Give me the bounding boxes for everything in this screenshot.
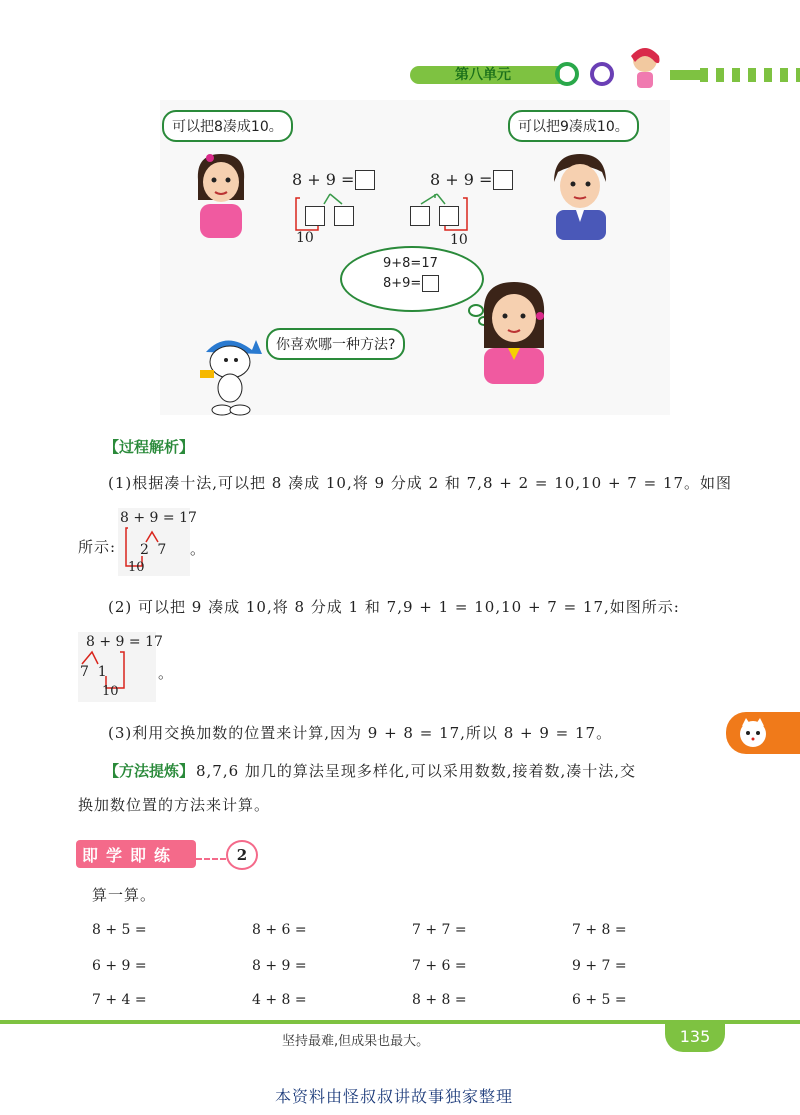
green-ring-icon <box>555 62 579 86</box>
equation-left: 8 + 9 = <box>292 170 355 189</box>
analysis-paragraph-3: (3)利用交换加数的位置来计算,因为 9 + 8 = 17,所以 8 + 9 = 17。 <box>108 724 613 742</box>
thought-answer-box <box>422 275 439 292</box>
fox-face-icon <box>736 716 770 750</box>
credit-text: 本资料由怪叔叔讲故事独家整理 <box>275 1087 514 1106</box>
problem-2-1: 6 + 9 = <box>92 958 147 974</box>
analysis-paragraph-2: (2) 可以把 9 凑成 10,将 8 分成 1 和 7,9 + 1 = 10,10 + 7 = 17,如图所示: <box>108 598 680 616</box>
diagram-2-equation: 8 + 9 = 17 <box>86 634 163 650</box>
answer-box-right <box>493 170 513 190</box>
ten-label-left: 10 <box>296 230 314 246</box>
problem-2-2: 8 + 9 = <box>252 958 307 974</box>
method-text-1: 8,7,6 加几的算法呈现多样化,可以采用数数,接着数,凑十法,交 <box>196 762 637 780</box>
diagram-2-ten: 10 <box>102 684 119 699</box>
page-number: 135 <box>665 1022 725 1052</box>
problem-2-4: 9 + 7 = <box>572 958 627 974</box>
practice-instruction: 算一算。 <box>92 886 157 904</box>
split-box-right-2 <box>439 206 459 226</box>
ten-label-right: 10 <box>450 232 468 248</box>
thought-line-2: 8+9= <box>383 276 422 291</box>
equation-right: 8 + 9 = <box>430 170 493 189</box>
girl-bottom-illustration <box>478 278 550 384</box>
speech-bubble-right: 可以把9凑成10。 <box>508 110 639 142</box>
diagram-1-equation: 8 + 9 = 17 <box>120 510 197 526</box>
purple-ring-icon <box>590 62 614 86</box>
girl-left-illustration <box>190 150 252 238</box>
diagram-2-end: 。 <box>158 664 175 682</box>
problem-3-2: 4 + 8 = <box>252 992 307 1008</box>
problem-3-3: 8 + 8 = <box>412 992 467 1008</box>
analysis-paragraph-1: (1)根据凑十法,可以把 8 凑成 10,将 9 分成 2 和 7,8 + 2 = 10,10 + 7 = 17。如图 <box>108 474 733 492</box>
cartoon-mascot-illustration <box>196 330 268 416</box>
problem-3-4: 6 + 5 = <box>572 992 627 1008</box>
diagram-1-end: 。 <box>190 540 207 558</box>
split-box-left-1 <box>305 206 325 226</box>
problem-1-3: 7 + 7 = <box>412 922 467 938</box>
problem-1-2: 8 + 6 = <box>252 922 307 938</box>
problem-2-3: 7 + 6 = <box>412 958 467 974</box>
method-heading: 【方法提炼】 <box>104 762 195 780</box>
diagram-1-split: 2 7 <box>140 542 169 558</box>
thought-line-1: 9+8=17 <box>383 256 438 271</box>
analysis-heading: 【过程解析】 <box>104 438 195 456</box>
problem-1-4: 7 + 8 = <box>572 922 627 938</box>
problem-1-1: 8 + 5 = <box>92 922 147 938</box>
split-box-right-1 <box>410 206 430 226</box>
footer-motto: 坚持最难,但成果也最大。 <box>282 1034 430 1049</box>
answer-box-left <box>355 170 375 190</box>
speech-bubble-left: 可以把8凑成10。 <box>162 110 293 142</box>
girl-mascot-icon <box>615 42 675 92</box>
practice-number: 2 <box>226 840 258 870</box>
practice-dash <box>196 858 226 860</box>
speech-bubble-ask: 你喜欢哪一种方法? <box>266 328 405 360</box>
unit-title: 第八单元 <box>455 67 511 83</box>
checker-pattern <box>700 68 800 82</box>
diagram-1-ten: 10 <box>128 560 145 575</box>
method-text-2: 换加数位置的方法来计算。 <box>78 796 271 814</box>
analysis-p1-continuation: 所示: <box>78 538 117 556</box>
practice-badge-label: 即学即练 <box>82 846 179 865</box>
diagram-2-split: 7 1 <box>80 664 107 680</box>
split-box-left-2 <box>334 206 354 226</box>
problem-3-1: 7 + 4 = <box>92 992 147 1008</box>
boy-right-illustration <box>548 152 612 240</box>
